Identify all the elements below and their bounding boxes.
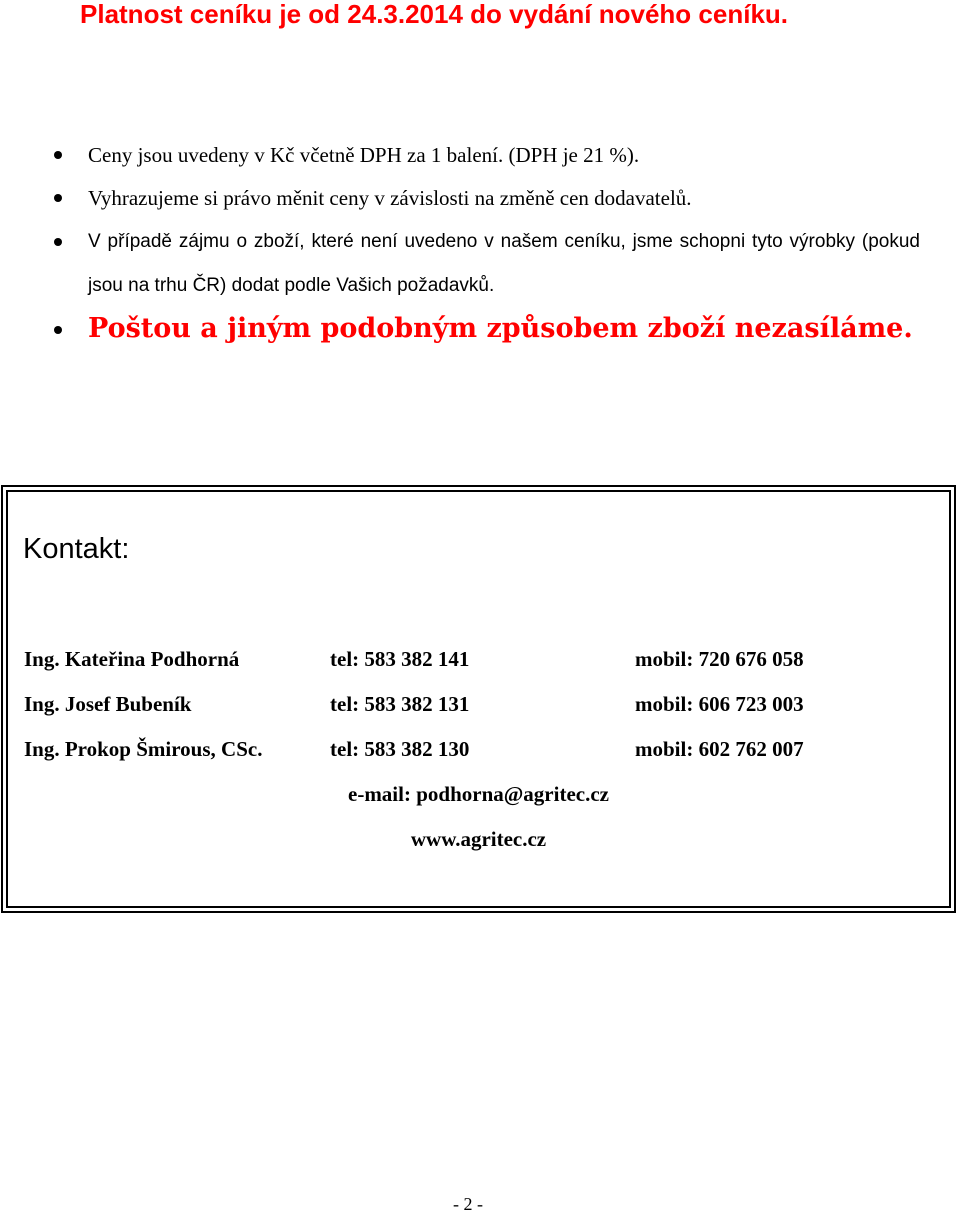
bullet-dot-icon [54, 238, 62, 246]
notice-item-custom-order [88, 220, 920, 308]
contact-website[interactable]: www.agritec.cz [410, 827, 547, 851]
contact-phone: tel: 583 382 141 [330, 647, 470, 671]
notice-text-prices: Ceny jsou uvedeny v Kč včetně DPH za 1 balení. (DPH je 21 %). [88, 143, 640, 167]
bullet-dot-icon [54, 194, 62, 202]
contact-name: Ing. Prokop Šmirous, CSc. [24, 737, 263, 761]
contact-email[interactable]: e-mail: podhorna@agritec.cz [348, 782, 609, 806]
notice-text-custom-order: V případě zájmu o zboží, které není uvedeno v našem ceníku, jsme schopni tyto výrobky (pokud jsou na trhu ČR) dodat podle Vašich požadavků. [88, 231, 920, 296]
contact-mobile: mobil: 602 762 007 [635, 737, 804, 761]
contact-box-inner [6, 490, 951, 908]
contact-heading: Kontakt: [23, 533, 130, 565]
contact-name: Ing. Josef Bubeník [24, 692, 192, 716]
contact-phone: tel: 583 382 131 [330, 692, 470, 716]
bullet-dot-icon [54, 326, 62, 334]
notice-item-no-shipping [88, 307, 920, 351]
notice-text-no-shipping: Poštou a jiným podobným způsobem zboží nezasíláme. [88, 313, 913, 344]
notice-text-price-change: Vyhrazujeme si právo měnit ceny v závislosti na změně cen dodavatelů. [88, 186, 692, 210]
contact-phone: tel: 583 382 130 [330, 737, 470, 761]
contact-mobile: mobil: 720 676 058 [635, 647, 804, 671]
page-number: - 2 - [453, 1194, 483, 1214]
contact-box [1, 485, 956, 913]
bullet-dot-icon [54, 151, 62, 159]
notice-item-price-change [88, 176, 920, 220]
contact-mobile: mobil: 606 723 003 [635, 692, 804, 716]
price-list-validity-title: Platnost ceníku je od 24.3.2014 do vydání nového ceníku. [80, 0, 789, 29]
contact-name: Ing. Kateřina Podhorná [24, 647, 240, 671]
notice-item-prices [88, 133, 920, 177]
